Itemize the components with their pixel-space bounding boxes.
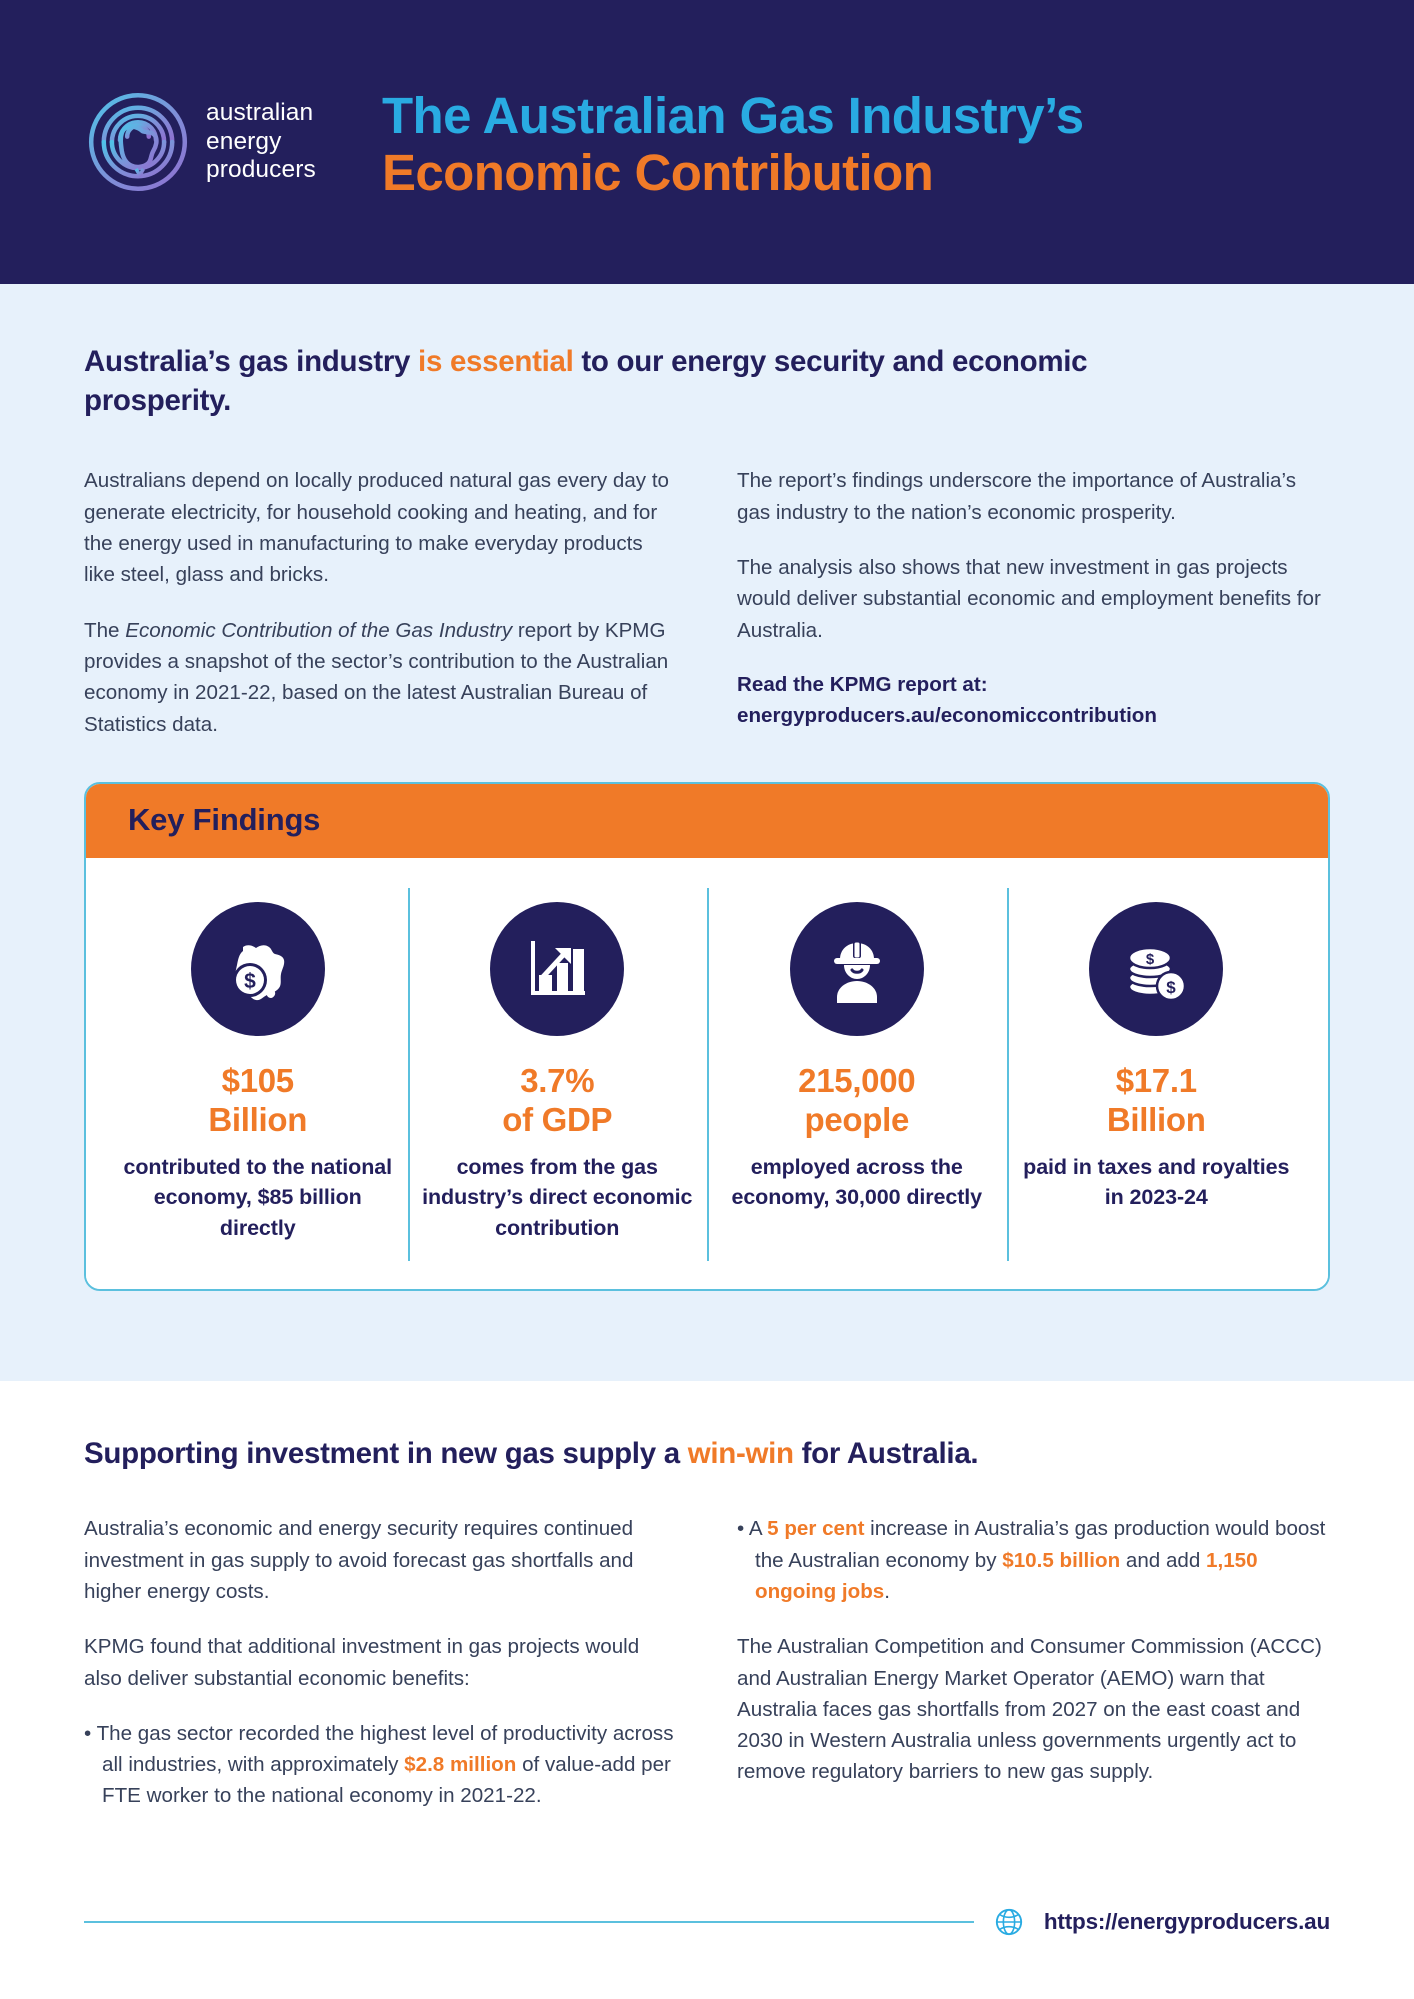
key-finding-stat-line-2: Billion [1106,1100,1206,1138]
australian-energy-producers-logo-icon [84,88,192,196]
bar-chart-growth-icon [490,902,624,1036]
intro-columns [84,465,1330,739]
intro-headline-part-2: to our energy security and economic prosperity. [84,345,1088,418]
key-findings-body [86,858,1328,1289]
investment-left-paragraph-1: Australia’s economic and energy security requires continued investment in gas supply to avoid forecast gas shortfalls and higher energy costs. [84,1517,634,1603]
right-bullet-post: . [884,1579,890,1603]
key-findings-title: Key Findings [128,801,321,837]
right-bullet-mid-1: increase in Australia’s gas production would boost the Australian economy by [755,1517,1326,1572]
kpmg-report-link[interactable] [737,670,1330,732]
investment-right-column [737,1513,1330,1835]
key-finding-stat [1021,1062,1293,1140]
worker-hardhat-icon [790,902,924,1036]
bullet-marker: • [84,1721,92,1745]
key-finding-stat-line-1: 3.7% [520,1061,595,1099]
svg-text:$: $ [243,969,256,993]
key-finding-item [707,902,1007,1243]
page-header [0,0,1414,284]
page-title-line-1: The Australian Gas Industry’s [382,86,1084,144]
key-finding-stat-line-2: people [804,1100,910,1138]
intro-left-p2-pre: The [84,618,126,642]
intro-left-paragraph-2 [84,615,677,740]
left-bullet-post: of value-add per FTE worker to the national economy in 2021-22. [102,1753,671,1808]
footer-website-url[interactable]: https://energyproducers.au [1043,1909,1330,1934]
bullet-marker: • [737,1517,745,1541]
key-finding-description: paid in taxes and royalties in 2023-24 [1023,1154,1290,1210]
intro-right-paragraph-1: The report’s findings underscore the importance of Australia’s gas industry to the nation’s economic prosperity. [737,469,1297,524]
key-finding-description: comes from the gas industry’s direct economic contribution [422,1154,693,1240]
coin-stack-icon [1089,902,1223,1036]
investment-columns [84,1513,1330,1835]
key-findings-card [84,782,1330,1291]
investment-right-paragraph-1: The Australian Competition and Consumer Commission (ACCC) and Australian Energy Market Operator (AEMO) warn that Australia faces gas shortfalls from 2027 on the east coast and 2030 in Western Australia unless governments urgently act to remove regulatory barriers to new gas supply. [737,1635,1322,1784]
key-finding-stat [422,1062,694,1140]
right-bullet-highlight-3: 1,150 ongoing jobs [755,1548,1258,1603]
key-finding-item [408,902,708,1243]
key-finding-stat [122,1062,394,1140]
intro-headline [84,342,1134,420]
key-finding-stat-line-1: $17.1 [1115,1061,1197,1099]
intro-right-paragraph-2: The analysis also shows that new investment in gas projects would deliver substantial economic and employment benefits for Australia. [737,556,1321,642]
key-finding-description: employed across the economy, 30,000 directly [731,1154,983,1210]
brand-logo [84,88,364,196]
page-footer [84,1907,1330,1937]
investment-headline-highlight: win-win [687,1437,794,1470]
intro-right-column [737,465,1330,739]
svg-text:$: $ [1146,950,1155,968]
intro-left-paragraph-1: Australians depend on locally produced natural gas every day to generate electricity, for household cooking and heating, and for the energy used in manufacturing to make everyday products like steel, glass and bricks. [84,469,670,587]
key-finding-stat-line-2: of GDP [502,1100,613,1138]
right-bullet-mid-2: and add [1120,1548,1207,1572]
investment-headline-part-2: for Australia. [793,1437,979,1470]
kpmg-report-url[interactable]: energyproducers.au/economiccontribution [737,703,1157,727]
logo-word-line-3: producers [206,156,316,184]
logo-wordmark [206,99,316,186]
investment-left-bullet-1 [84,1718,677,1812]
investment-left-column [84,1513,677,1835]
key-finding-description: contributed to the national economy, $85 billion directly [123,1154,392,1240]
logo-word-line-2: energy [206,127,282,155]
key-finding-item [108,902,408,1243]
footer-divider [84,1921,974,1923]
report-title-italic: Economic Contribution of the Gas Industry [125,618,513,642]
investment-headline [84,1435,1330,1473]
key-finding-stat-line-2: Billion [208,1100,308,1138]
key-finding-item [1007,902,1307,1243]
investment-left-paragraph-2: KPMG found that additional investment in gas projects would also deliver substantial economic benefits: [84,1635,640,1690]
investment-headline-part-1: Supporting investment in new gas supply a [84,1437,688,1470]
right-bullet-highlight-2: $10.5 billion [1002,1548,1121,1572]
intro-section [0,284,1414,1381]
left-bullet-highlight: $2.8 million [404,1753,517,1777]
intro-headline-part-1: Australia’s gas industry [84,345,419,378]
investment-section [0,1381,1414,1836]
right-bullet-highlight-1: 5 per cent [767,1517,865,1541]
key-finding-stat [721,1062,993,1140]
australia-dollar-icon [191,902,325,1036]
intro-headline-highlight: is essential [418,345,574,378]
key-findings-header [86,784,1328,858]
intro-left-p2-post: report by KPMG provides a snapshot of the sector’s contribution to the Australian economy in 2021-22, based on the latest Australian Bureau of Statistics data. [84,618,669,736]
key-finding-stat-line-1: 215,000 [798,1061,916,1099]
page-title [382,87,1084,201]
key-finding-stat-line-1: $105 [221,1061,294,1099]
right-bullet-pre: A [748,1517,768,1541]
globe-icon [994,1907,1024,1937]
kpmg-report-label: Read the KPMG report at: [737,672,988,696]
svg-text:$: $ [1166,977,1176,997]
page-title-line-2: Economic Contribution [382,144,934,201]
logo-word-line-1: australian [206,98,314,126]
investment-right-bullet-1 [737,1513,1330,1607]
left-bullet-pre: The gas sector recorded the highest level of productivity across all industries, with approximately [96,1721,674,1777]
intro-left-column [84,465,677,739]
